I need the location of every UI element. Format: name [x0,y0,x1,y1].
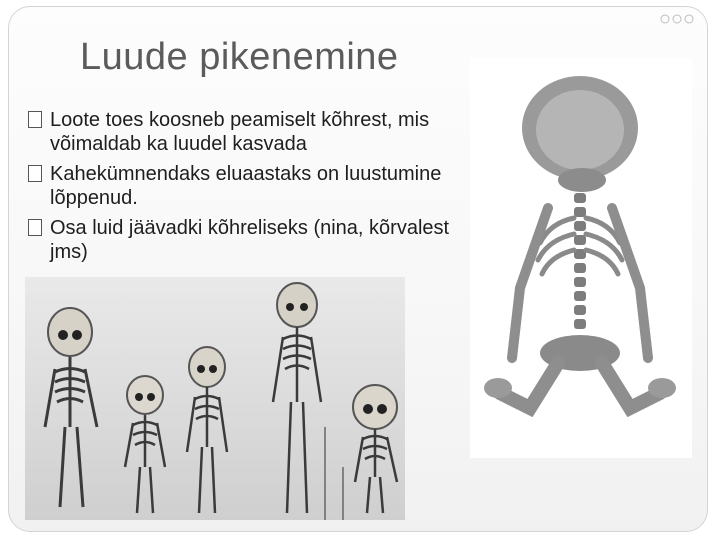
fetal-skeletons-photo [25,277,405,520]
bullet-text: Osa luid jäävadki kõhreliseks (nina, kõrvalest jms) [50,217,450,263]
bullet-box-icon [28,219,42,236]
slide-title: Luude pikenemine [80,36,399,78]
fetal-xray-icon [470,58,692,458]
bullet-box-icon [28,165,42,182]
decorative-rings-icon [657,13,697,25]
bullet-item [28,108,488,156]
bullet-list [28,108,488,270]
fetal-skeletons-photo-icon [25,277,405,520]
bullet-text: Kahekümnendaks eluaastaks on luustumine lõppenud. [50,163,442,209]
bullet-item [28,162,488,210]
fetal-xray-image [470,58,692,458]
bullet-text: Loote toes koosneb peamiselt kõhrest, mis võimaldab ka luudel kasvada [50,109,430,155]
bullet-box-icon [28,111,42,128]
bullet-item [28,216,488,264]
